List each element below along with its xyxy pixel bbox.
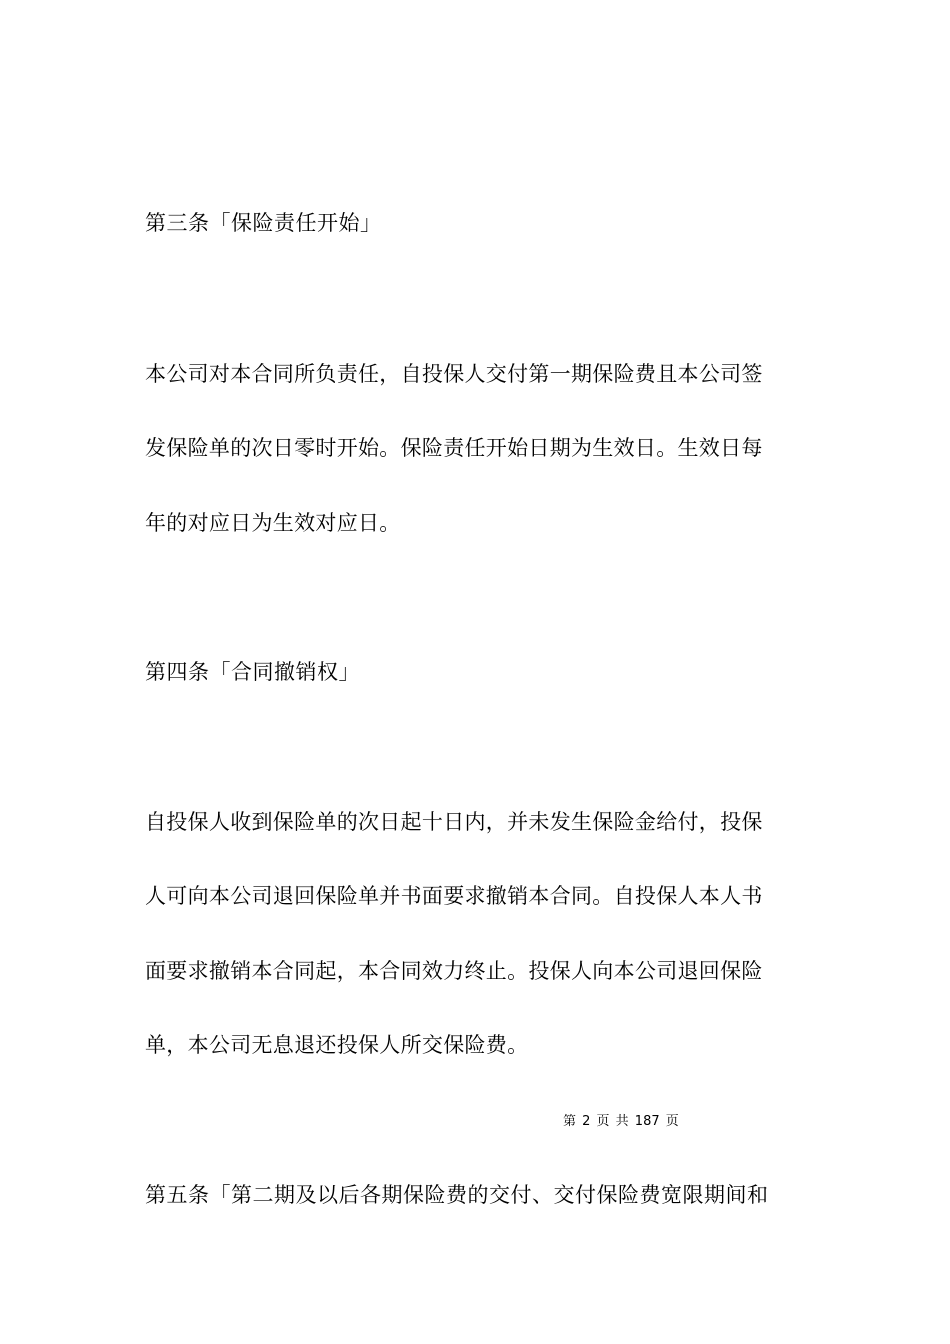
article-3-line-2: 发保险单的次日零时开始。保险责任开始日期为生效日。生效日每 [145, 436, 763, 460]
article-4-line-2: 人可向本公司退回保险单并书面要求撤销本合同。自投保人本人书 [145, 884, 763, 908]
article-4-heading: 第四条「合同撤销权」 [145, 660, 360, 684]
article-3-line-3: 年的对应日为生效对应日。 [145, 511, 401, 535]
article-5-heading: 第五条「第二期及以后各期保险费的交付、交付保险费宽限期间和 [145, 1183, 769, 1207]
page-number-footer: 第 2 页 共 187 页 [563, 1114, 679, 1129]
article-3-heading: 第三条「保险责任开始」 [145, 211, 382, 235]
article-4-line-1: 自投保人收到保险单的次日起十日内，并未发生保险金给付，投保 [145, 810, 763, 834]
article-3-line-1: 本公司对本合同所负责任，自投保人交付第一期保险费且本公司签 [145, 362, 763, 386]
article-4-line-4: 单，本公司无息退还投保人所交保险费。 [145, 1033, 529, 1057]
article-4-line-3: 面要求撤销本合同起，本合同效力终止。投保人向本公司退回保险 [145, 959, 763, 983]
